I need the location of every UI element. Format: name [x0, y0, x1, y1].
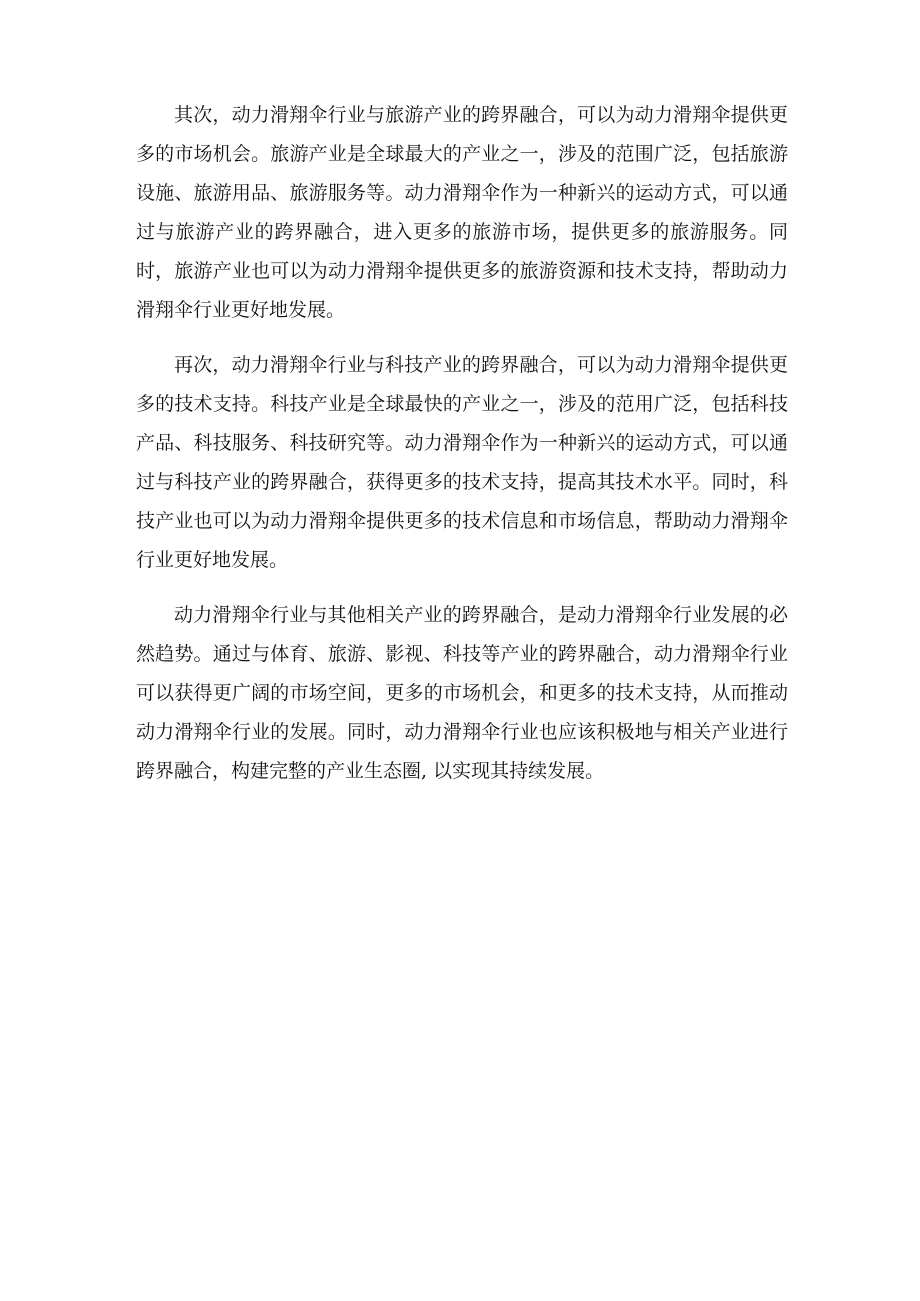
paragraph-tourism: 其次，动力滑翔伞行业与旅游产业的跨界融合，可以为动力滑翔伞提供更多的市场机会。旅游产业是全球最大的产业之一，涉及的范围广泛，包括旅游设施、旅游用品、旅游服务等。动力滑翔伞作为一种新兴的运动方式，可以通过与旅游产业的跨界融合，进入更多的旅游市场，提供更多的旅游服务。同时，旅游产业也可以为动力滑翔伞提供更多的旅游资源和技术支持，帮助动力滑翔伞行业更好地发展。 [136, 104, 788, 321]
paragraph-conclusion: 动力滑翔伞行业与其他相关产业的跨界融合，是动力滑翔伞行业发展的必然趋势。通过与体育、旅游、影视、科技等产业的跨界融合，动力滑翔伞行业可以获得更广阔的市场空间，更多的市场机会，和更多的技术支持，从而推动动力滑翔伞行业的发展。同时，动力滑翔伞行业也应该积极地与相关产业进行跨界融合，构建完整的产业生态圈, 以实现其持续发展。 [136, 604, 788, 782]
document-body [136, 96, 788, 807]
paragraph-technology: 再次，动力滑翔伞行业与科技产业的跨界融合，可以为动力滑翔伞提供更多的技术支持。科技产业是全球最快的产业之一，涉及的范用广泛，包括科技产品、科技服务、科技研究等。动力滑翔伞作为一种新兴的运动方式，可以通过与科技产业的跨界融合，获得更多的技术支持，提高其技术水平。同时，科技产业也可以为动力滑翔伞提供更多的技术信息和市场信息，帮助动力滑翔伞行业更好地发展。 [136, 354, 788, 571]
